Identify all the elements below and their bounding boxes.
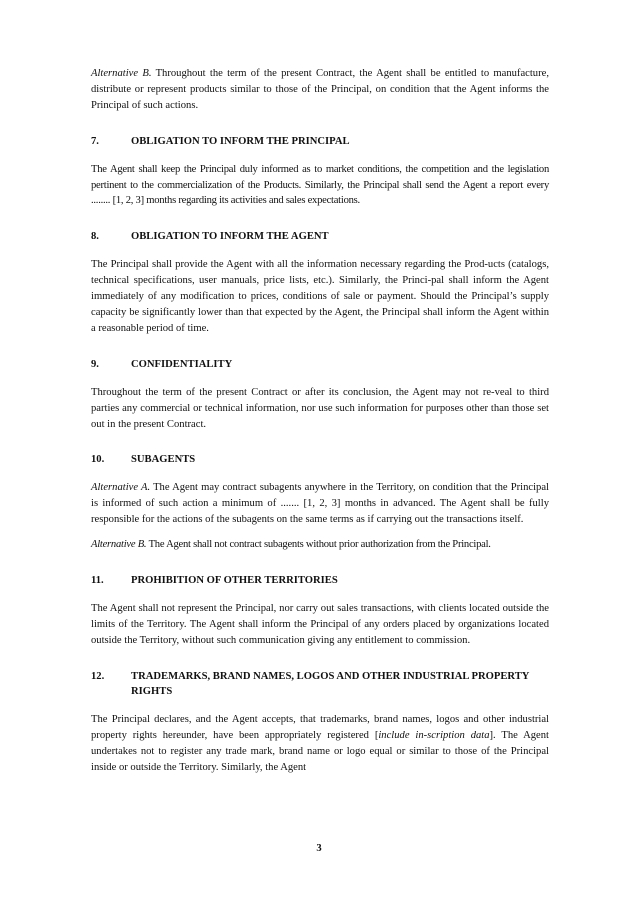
alternative-b-text: The Agent shall not contract subagents without prior authorization from the Principal. — [148, 539, 491, 551]
section-10-alternative-b — [91, 537, 549, 553]
section-12-text-before: The Principal declares, and the Agent accepts, that trademarks, brand names, logos and other industrial property rights hereunder, have been appropriately registered [ — [91, 714, 549, 742]
section-number: 9. — [91, 358, 99, 370]
section-11-paragraph: The Agent shall not represent the Principal, nor carry out sales transactions, with clients located outside the limits of the Territory. The Agent shall inform the Principal of any orders placed by organizations located outside the Territory, without such communication giving any entitlement to commission. — [91, 602, 549, 646]
section-7-paragraph: The Agent shall keep the Principal duly informed as to market conditions, the competition and the legislation pertinent to the commercialization of the Products. Similarly, the Principal shall send the Agent a report every ........ [1, 2, 3] months regarding its activities and sales expectations. — [91, 163, 549, 207]
section-10-alternative-a — [91, 480, 549, 528]
alternative-label: Alternative B. — [91, 68, 152, 79]
section-heading-12 — [91, 669, 549, 701]
section-number: 11. — [91, 574, 104, 586]
page-number: 3 — [316, 843, 322, 854]
section-12-text-after: ]. The Agent undertakes not to register any trade mark, brand name or logo equal or similar to those of the Principal inside or outside the Territory. Similarly, the Agent — [91, 730, 550, 774]
section-9-paragraph: Throughout the term of the present Contract or after its conclusion, the Agent may not re-veal to third parties any commercial or technical information, nor use such information for purposes other than those set out in the present Contract. — [91, 386, 549, 430]
document-page — [91, 66, 549, 785]
section-12-text-italic: include in-scription data — [378, 730, 490, 742]
alternative-a-text: The Agent may contract subagents anywhere in the Territory, on condition that the Principal is informed of such action a minimum of ....... [1, 2, 3] months in advanced. The Agent shall be fully responsible for the actions of the subagents on the same terms as if carrying out the transactions itself. — [91, 482, 549, 526]
section-8-paragraph: The Principal shall provide the Agent with all the information necessary regarding the Prod-ucts (catalogs, technical specifications, user manuals, price lists, etc.). Similarly, the Princi-pal shall inform the Agent immediately of any modification to prices, conditions of sale or payment. Should the Principal’s supply capacity be significantly lower than that expected by the Agent, the Principal shall inform the Agent within a reasonable period of time. — [91, 259, 549, 334]
section-12-paragraph — [91, 712, 549, 776]
section-title: TRADEMARKS, BRAND NAMES, LOGOS AND OTHER INDUSTRIAL PROPERTY RIGHTS — [131, 670, 530, 698]
alternative-label: Alternative A. — [91, 482, 151, 494]
section-heading-8 — [91, 229, 549, 245]
section-number: 7. — [91, 135, 99, 147]
alternative-label: Alternative B. — [91, 539, 147, 551]
section-title: OBLIGATION TO INFORM THE PRINCIPAL — [131, 135, 350, 147]
section-number: 10. — [91, 454, 105, 466]
intro-text: Throughout the term of the present Contract, the Agent shall be entitled to manufacture, distribute or represent products similar to those of the Principal, on condition that the Agent informs the Principal of such actions. — [91, 68, 549, 111]
section-heading-10 — [91, 452, 549, 468]
section-heading-11 — [91, 573, 549, 589]
intro-paragraph — [91, 66, 549, 114]
section-number: 8. — [91, 231, 99, 243]
section-heading-7 — [91, 134, 549, 150]
section-number: 12. — [91, 670, 105, 682]
section-title: PROHIBITION OF OTHER TERRITORIES — [131, 574, 338, 586]
section-title: SUBAGENTS — [131, 454, 196, 466]
section-heading-9 — [91, 357, 549, 373]
section-title: OBLIGATION TO INFORM THE AGENT — [131, 231, 329, 243]
section-title: CONFIDENTIALITY — [131, 358, 233, 370]
